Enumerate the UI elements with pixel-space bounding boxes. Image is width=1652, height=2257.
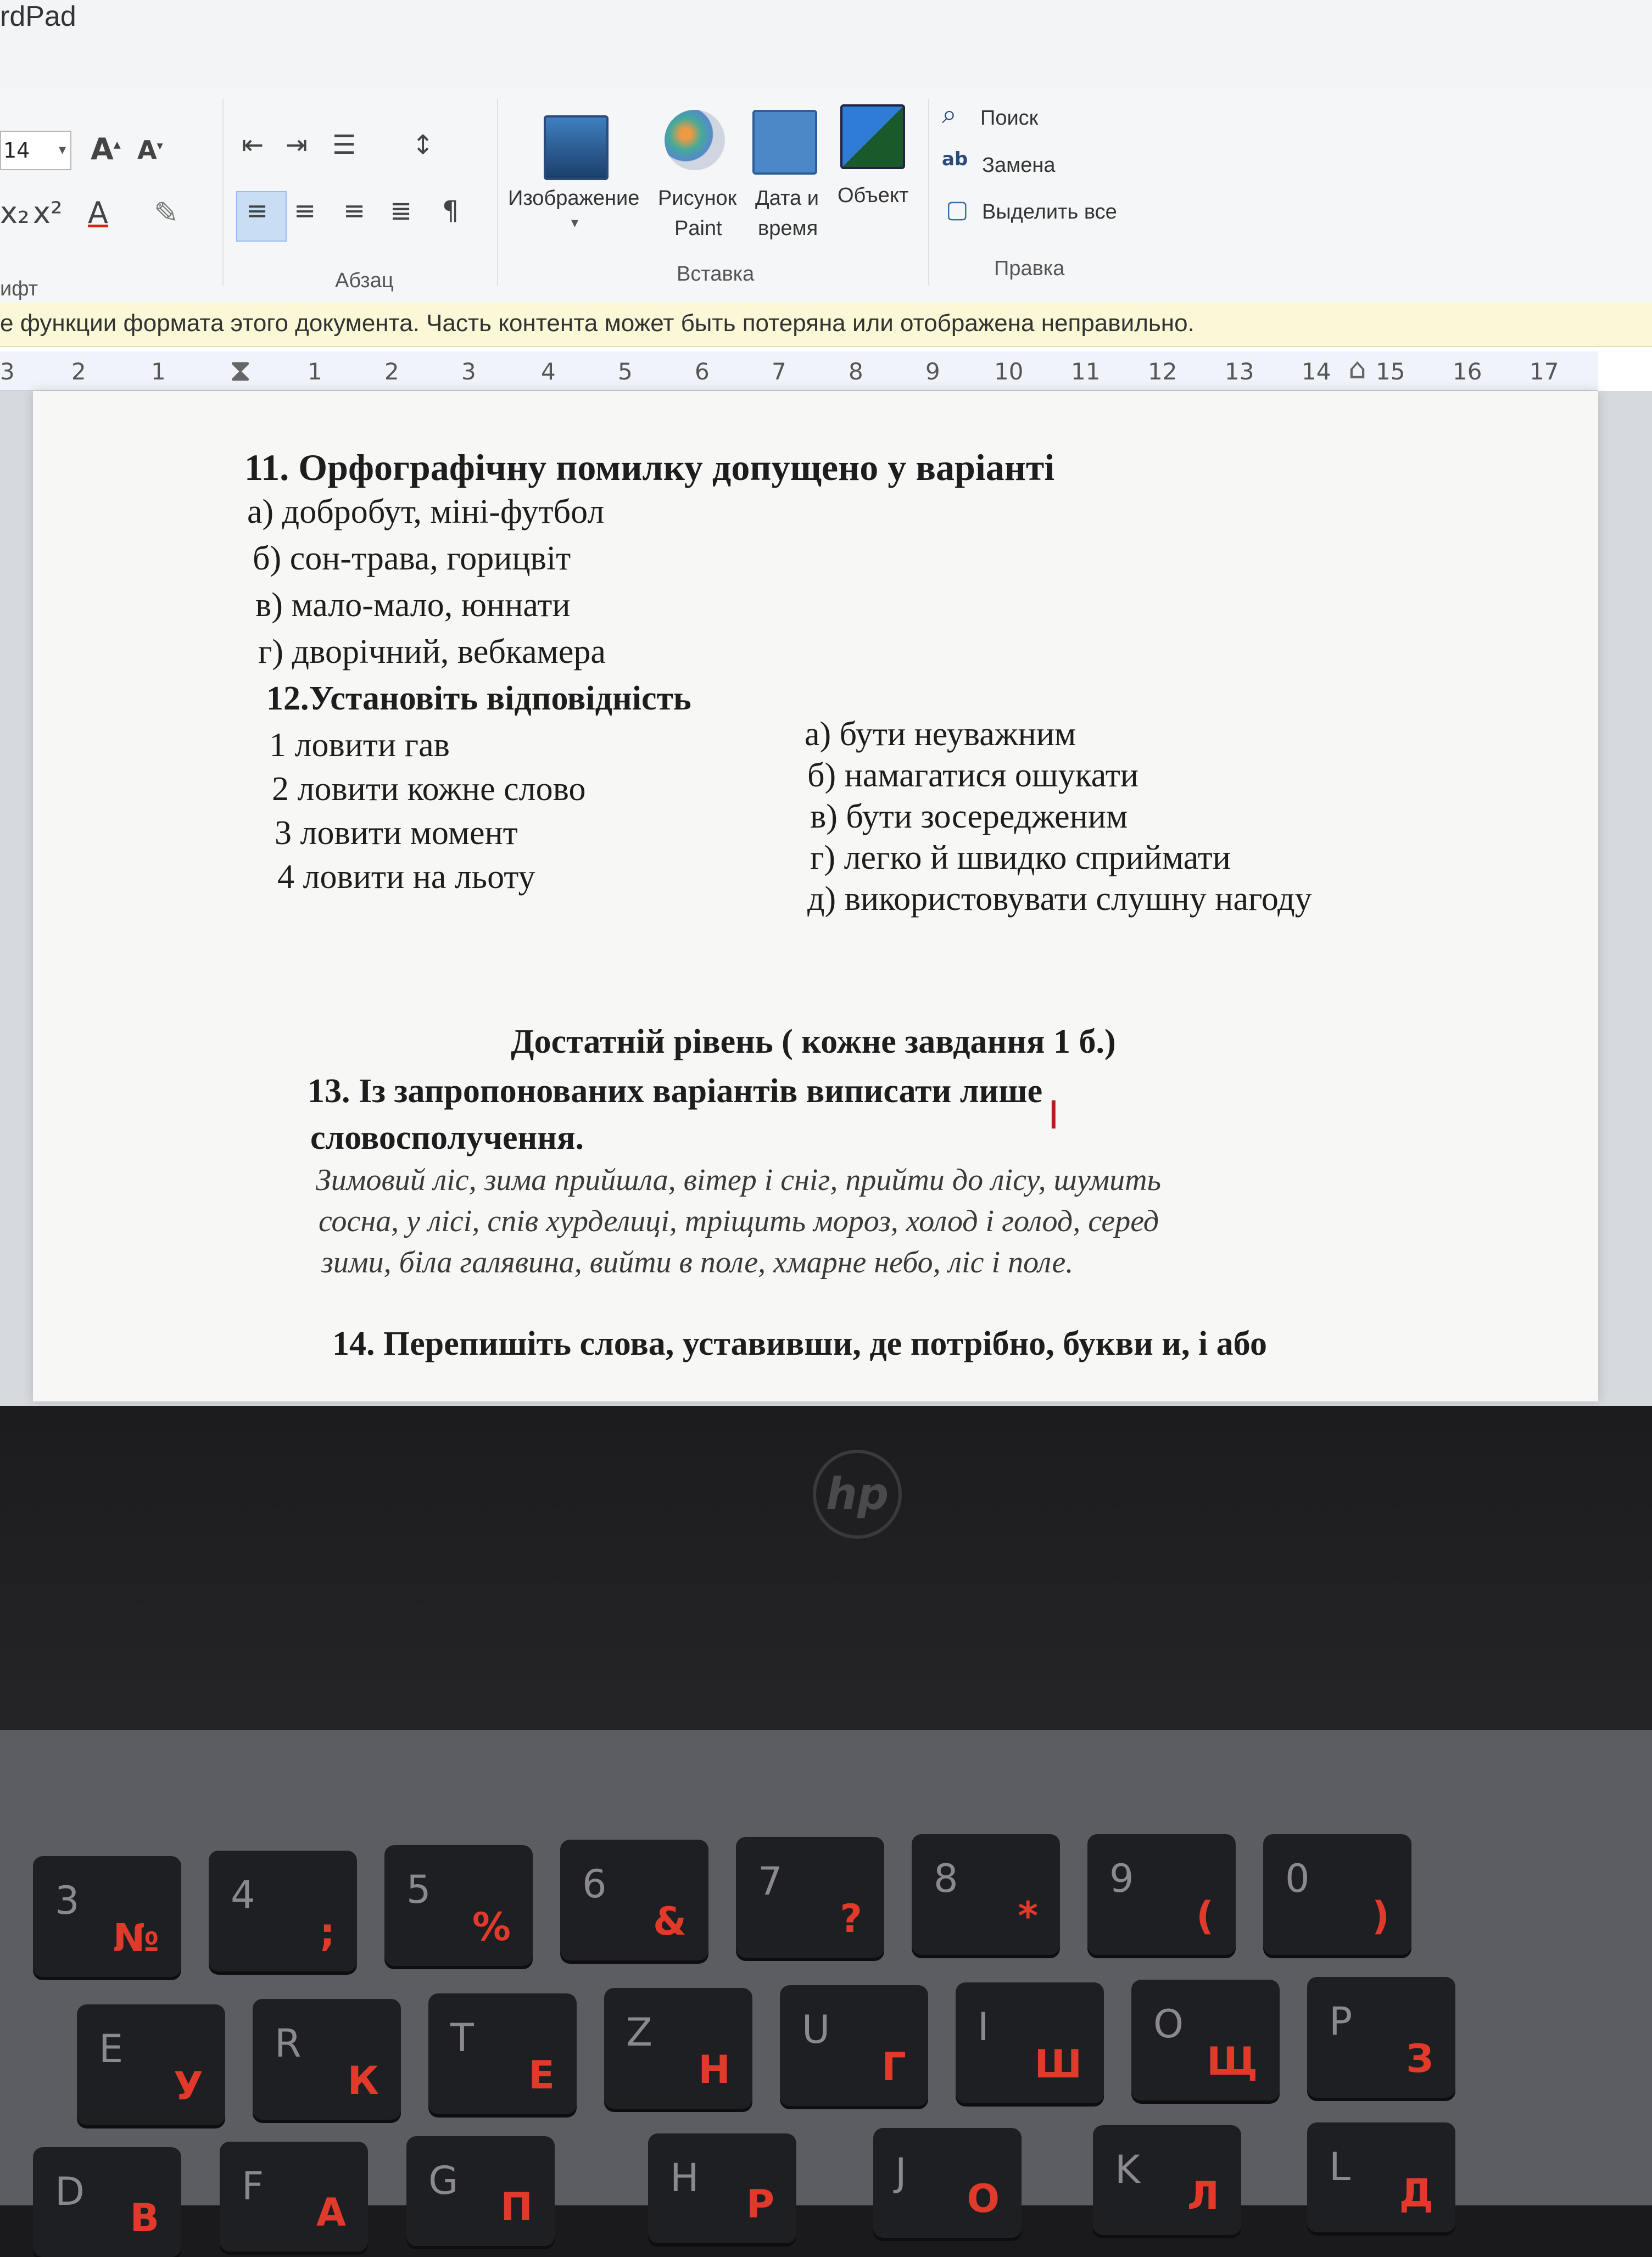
ruler-number: 15 bbox=[1376, 358, 1405, 385]
key-cyrillic-label: № bbox=[113, 1915, 159, 1960]
q13-text-line1: Зимовий ліс, зима прийшла, вітер і сніг, прийти до лісу, шумить bbox=[316, 1163, 1162, 1197]
key-latin-label: 5 bbox=[406, 1867, 431, 1912]
key-cyrillic-label: Д bbox=[1399, 2171, 1433, 2216]
key-latin-label: R bbox=[275, 2021, 302, 2066]
format-warning-bar bbox=[0, 302, 1652, 347]
align-right-icon[interactable]: ≡ bbox=[343, 195, 366, 226]
keyboard-key[interactable] bbox=[873, 2128, 1022, 2238]
key-latin-label: J bbox=[895, 2150, 907, 2195]
key-latin-label: E bbox=[99, 2026, 124, 2071]
format-warning-text: е функции формата этого документа. Часть контента может быть потеряна или отображена неправильно. bbox=[0, 310, 1195, 337]
keyboard-key[interactable] bbox=[912, 1834, 1060, 1955]
keyboard-key[interactable] bbox=[1263, 1834, 1411, 1955]
ruler-number: 13 bbox=[1225, 358, 1254, 385]
key-latin-label: H bbox=[670, 2155, 699, 2200]
q12-right-item: б) намагатися ошукати bbox=[807, 757, 1138, 794]
ruler-number: 10 bbox=[994, 358, 1024, 385]
replace-button[interactable]: Замена bbox=[982, 154, 1056, 177]
ruler-number: 7 bbox=[772, 358, 786, 385]
shrink-font-icon[interactable]: A▾ bbox=[137, 135, 163, 165]
q12-title: 12.Установіть відповідність bbox=[266, 680, 691, 717]
paint-label-line2[interactable]: Paint bbox=[674, 217, 722, 240]
ruler[interactable] bbox=[0, 351, 1598, 391]
font-group-label: ифт bbox=[0, 277, 38, 300]
find-button[interactable]: Поиск bbox=[980, 107, 1039, 130]
keyboard-key[interactable] bbox=[604, 1988, 752, 2109]
keyboard-key[interactable] bbox=[1307, 1977, 1455, 2098]
keyboard-key[interactable] bbox=[780, 1985, 928, 2106]
ruler-number: 1 bbox=[308, 358, 322, 385]
key-cyrillic-label: В bbox=[130, 2195, 159, 2241]
subscript-icon[interactable]: x₂ bbox=[0, 195, 30, 230]
object-icon[interactable] bbox=[840, 104, 905, 169]
q12-left-item: 2 ловити кожне слово bbox=[272, 770, 586, 808]
key-latin-label: O bbox=[1153, 2002, 1184, 2047]
key-cyrillic-label: Щ bbox=[1207, 2039, 1258, 2084]
key-latin-label: U bbox=[802, 2007, 830, 2052]
ruler-number: 2 bbox=[384, 358, 399, 385]
image-icon[interactable] bbox=[544, 115, 609, 180]
key-latin-label: T bbox=[450, 2015, 474, 2060]
paragraph-group-label: Абзац bbox=[335, 269, 394, 292]
chevron-down-icon[interactable]: ▾ bbox=[571, 214, 579, 231]
q12-right-item: а) бути неуважним bbox=[805, 716, 1076, 753]
key-cyrillic-label: ( bbox=[1196, 1893, 1214, 1938]
keyboard-key[interactable] bbox=[220, 2142, 368, 2252]
grow-font-icon[interactable]: A▴ bbox=[91, 132, 121, 166]
keyboard-key[interactable] bbox=[560, 1840, 708, 1960]
keyboard-key[interactable] bbox=[1087, 1834, 1236, 1955]
key-cyrillic-label: ; bbox=[320, 1910, 335, 1955]
section-heading: Достатній рівень ( кожне завдання 1 б.) bbox=[511, 1023, 1116, 1060]
q13-title-line2: словосполучення. bbox=[310, 1119, 584, 1157]
highlight-pen-icon[interactable]: ✎ bbox=[154, 195, 179, 230]
datetime-label-line1[interactable]: Дата и bbox=[755, 187, 819, 210]
key-cyrillic-label: Р bbox=[746, 2182, 774, 2227]
ruler-number: 1 bbox=[151, 358, 166, 385]
key-cyrillic-label: О bbox=[967, 2176, 1000, 2221]
key-latin-label: Z bbox=[626, 2010, 652, 2055]
q11-option-d: г) дворічний, вебкамера bbox=[258, 633, 606, 671]
decrease-indent-icon[interactable]: ⇤ bbox=[242, 130, 264, 160]
group-divider bbox=[928, 99, 929, 286]
line-spacing-icon[interactable]: ↕ bbox=[412, 130, 434, 160]
key-cyrillic-label: * bbox=[1018, 1893, 1038, 1938]
keyboard-key[interactable] bbox=[253, 1999, 401, 2120]
select-all-icon[interactable]: ▢ bbox=[946, 195, 969, 224]
keyboard-key[interactable] bbox=[428, 1993, 577, 2114]
keyboard-key[interactable] bbox=[1131, 1980, 1280, 2100]
q12-left-item: 4 ловити на льоту bbox=[277, 858, 535, 896]
ruler-number: 11 bbox=[1071, 358, 1101, 385]
object-label[interactable]: Объект bbox=[838, 184, 909, 207]
key-cyrillic-label: А bbox=[316, 2190, 346, 2235]
app-title: rdPad bbox=[0, 1, 76, 32]
align-left-icon: ≡ bbox=[246, 195, 269, 226]
select-all-button[interactable]: Выделить все bbox=[982, 200, 1117, 224]
q11-option-c: в) мало-мало, юннати bbox=[255, 586, 571, 624]
keyboard-key[interactable] bbox=[77, 2004, 225, 2125]
keyboard-key[interactable] bbox=[648, 2133, 796, 2243]
binoculars-icon[interactable]: ⌕ bbox=[942, 99, 957, 130]
right-indent-marker-icon[interactable]: ⌂ bbox=[1348, 353, 1367, 386]
ruler-number: 9 bbox=[925, 358, 940, 385]
key-latin-label: 6 bbox=[582, 1862, 607, 1907]
document-area[interactable] bbox=[0, 391, 1652, 1428]
q13-title-line1: 13. Із запропонованих варіантів виписати лише bbox=[308, 1072, 1043, 1110]
key-latin-label: 3 bbox=[55, 1878, 80, 1923]
key-latin-label: I bbox=[978, 2004, 989, 2049]
key-latin-label: G bbox=[428, 2158, 459, 2203]
font-size-value: 14 bbox=[3, 138, 30, 163]
key-cyrillic-label: Е bbox=[528, 2053, 555, 2098]
key-cyrillic-label: ? bbox=[840, 1896, 862, 1941]
replace-icon[interactable]: ab bbox=[942, 148, 968, 170]
q12-right-item: д) використовувати слушну нагоду bbox=[807, 880, 1312, 918]
insert-image-label[interactable]: Изображение bbox=[508, 187, 640, 210]
keyboard bbox=[0, 1730, 1652, 2241]
paragraph-icon[interactable]: ¶ bbox=[442, 195, 459, 226]
keyboard-key[interactable] bbox=[1307, 2122, 1455, 2232]
paint-palette-icon[interactable] bbox=[665, 110, 725, 170]
ruler-number: 5 bbox=[618, 358, 633, 385]
keyboard-key[interactable] bbox=[384, 1845, 533, 1966]
ruler-number: 3 bbox=[461, 358, 476, 385]
keyboard-key[interactable] bbox=[956, 1982, 1104, 2103]
q12-left-item: 3 ловити момент bbox=[275, 814, 518, 852]
group-divider bbox=[497, 99, 498, 286]
keyboard-key[interactable] bbox=[33, 2147, 181, 2257]
ruler-number: 6 bbox=[695, 358, 710, 385]
chevron-down-icon: ▾ bbox=[58, 142, 66, 158]
keyboard-key[interactable] bbox=[406, 2136, 555, 2246]
key-cyrillic-label: % bbox=[472, 1904, 511, 1949]
keyboard-key[interactable] bbox=[736, 1837, 884, 1958]
paint-label-line1[interactable]: Рисунок bbox=[658, 187, 737, 210]
q11-title: 11. Орфографічну помилку допущено у варіанті bbox=[244, 446, 1055, 488]
key-cyrillic-label: Л bbox=[1187, 2174, 1219, 2219]
q12-right-item: в) бути зосередженим bbox=[810, 798, 1128, 835]
key-cyrillic-label: ) bbox=[1372, 1893, 1389, 1938]
align-center-icon[interactable]: ≡ bbox=[294, 195, 316, 226]
key-latin-label: 7 bbox=[758, 1859, 783, 1904]
key-latin-label: 9 bbox=[1109, 1856, 1134, 1901]
edit-group-label: Правка bbox=[994, 257, 1065, 280]
keyboard-key[interactable] bbox=[1093, 2125, 1241, 2235]
insert-group-label: Вставка bbox=[677, 262, 755, 286]
superscript-icon[interactable]: x² bbox=[33, 195, 63, 230]
title-bar bbox=[0, 0, 1652, 88]
ruler-number: 2 bbox=[71, 358, 86, 385]
key-latin-label: P bbox=[1329, 1999, 1353, 2044]
left-indent-marker-icon[interactable]: ⧗ bbox=[230, 353, 252, 388]
key-latin-label: 0 bbox=[1285, 1856, 1310, 1901]
q13-text-line3: зими, біла галявина, вийти в поле, хмарне небо, ліс і поле. bbox=[321, 1245, 1074, 1280]
key-cyrillic-label: Г bbox=[881, 2044, 906, 2090]
text-color-icon[interactable]: A bbox=[88, 195, 108, 230]
ruler-number: 4 bbox=[541, 358, 556, 385]
ruler-number: 14 bbox=[1302, 358, 1331, 385]
laptop-bezel bbox=[0, 1406, 1652, 1746]
datetime-label-line2[interactable]: время bbox=[758, 217, 818, 240]
q11-option-b: б) сон-трава, горицвіт bbox=[253, 540, 571, 577]
key-cyrillic-label: Н bbox=[698, 2047, 730, 2092]
text-cursor-icon: I bbox=[1048, 1093, 1059, 1138]
key-cyrillic-label: & bbox=[652, 1899, 687, 1944]
key-cyrillic-label: П bbox=[500, 2185, 533, 2230]
q12-left-item: 1 ловити гав bbox=[269, 727, 450, 764]
keyboard-key[interactable] bbox=[33, 1856, 181, 1977]
key-latin-label: F bbox=[242, 2164, 264, 2209]
increase-indent-icon[interactable]: ⇥ bbox=[286, 130, 308, 160]
key-latin-label: K bbox=[1115, 2147, 1140, 2192]
bullet-list-icon[interactable]: ☰ bbox=[332, 130, 356, 160]
key-cyrillic-label: К bbox=[347, 2058, 379, 2103]
document-page[interactable] bbox=[33, 391, 1598, 1401]
q13-text-line2: сосна, у лісі, спів хурделиці, тріщить мороз, холод і голод, серед bbox=[319, 1204, 1159, 1238]
ruler-number: 8 bbox=[849, 358, 863, 385]
ruler-number: 16 bbox=[1453, 358, 1482, 385]
q14-title: 14. Перепишіть слова, уставивши, де потрібно, букви и, і або bbox=[332, 1325, 1267, 1362]
calendar-clock-icon[interactable] bbox=[752, 110, 817, 175]
key-latin-label: 4 bbox=[231, 1873, 255, 1918]
keyboard-key[interactable] bbox=[209, 1851, 357, 1971]
key-latin-label: L bbox=[1329, 2144, 1350, 2189]
ribbon bbox=[0, 88, 1652, 303]
justify-icon[interactable]: ≣ bbox=[390, 195, 412, 226]
hp-logo: hp bbox=[813, 1450, 902, 1539]
key-cyrillic-label: З bbox=[1406, 2036, 1433, 2081]
q11-option-a: а) добробут, міні-футбол bbox=[247, 493, 605, 530]
key-latin-label: 8 bbox=[934, 1856, 958, 1901]
ruler-number: 12 bbox=[1148, 358, 1177, 385]
group-divider bbox=[222, 99, 224, 286]
font-size-select[interactable] bbox=[0, 131, 71, 170]
ruler-number: 17 bbox=[1530, 358, 1559, 385]
key-cyrillic-label: У bbox=[174, 2064, 203, 2109]
key-cyrillic-label: Ш bbox=[1034, 2042, 1082, 2087]
key-latin-label: D bbox=[55, 2169, 85, 2214]
ruler-number: 3 bbox=[0, 358, 15, 385]
q12-right-item: г) легко й швидко сприймати bbox=[810, 839, 1231, 876]
